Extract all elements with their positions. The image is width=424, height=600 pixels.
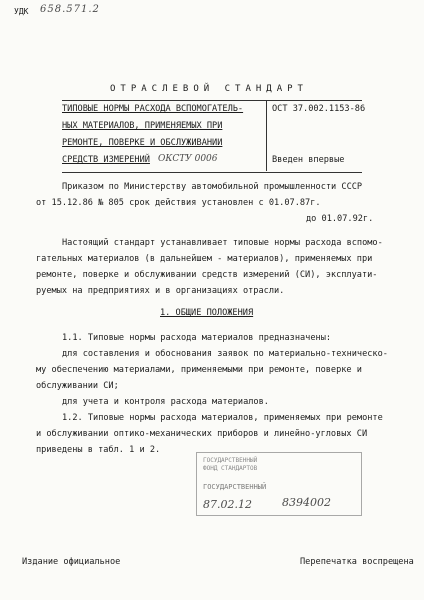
okp-code: ОКСТУ 0006 [158, 154, 218, 164]
title-line: РЕМОНТЕ, ПОВЕРКЕ И ОБСЛУЖИВАНИИ [62, 138, 223, 148]
header-column-separator [266, 101, 267, 171]
stamp-line: ГОСУДАРСТВЕННЫЙ [203, 457, 258, 464]
ost-number: ОСТ 37.002.1153-86 [272, 104, 366, 114]
order-line: от 15.12.86 № 805 срок действия установлен с 01.07.87г. [36, 198, 321, 208]
introduced-note: Введен впервые [272, 155, 345, 165]
header-rule-top [62, 100, 362, 101]
order-line: Приказом по Министерству автомобильной промышленности СССР [62, 182, 363, 192]
section-title: 1. ОБЩИЕ ПОЛОЖЕНИЯ [160, 308, 254, 318]
order-line: до 01.07.92г. [306, 214, 374, 224]
intro-line: гательных материалов (в дальнейшем - материалов), применяемых при [36, 254, 373, 264]
intro-line: руемых на предприятиях и в организациях отрасли. [36, 286, 285, 296]
header-rule-bottom [62, 172, 362, 173]
body-line: му обеспечению материалами, применяемыми при ремонте, поверке и [36, 365, 362, 375]
stamp-number: 8394002 [282, 496, 331, 509]
title-line: НЫХ МАТЕРИАЛОВ, ПРИМЕНЯЕМЫХ ПРИ [62, 121, 223, 131]
body-line: 1.1. Типовые нормы расхода материалов предназначены: [62, 333, 332, 343]
body-line: обслуживании СИ; [36, 381, 119, 391]
stamp-line: ГОСУДАРСТВЕННЫЙ [203, 483, 267, 491]
title-line: ТИПОВЫЕ НОРМЫ РАСХОДА ВСПОМОГАТЕЛЬ- [62, 104, 244, 114]
footer-reprint-prohibited: Перепечатка воспрещена [300, 557, 414, 567]
standard-header: ОТРАСЛЕВОЙ СТАНДАРТ [110, 84, 308, 94]
body-line: для составления и обоснования заявок по материально-техническо- [62, 349, 388, 359]
intro-line: ремонте, поверке и обслуживании средств измерений (СИ), эксплуати- [36, 270, 378, 280]
body-line: 1.2. Типовые нормы расхода материалов, применяемых при ремонте [62, 413, 383, 423]
intro-line: Настоящий стандарт устанавливает типовые нормы расхода вспомо- [62, 238, 383, 248]
body-line: и обслуживании оптико-механических приборов и линейно-угловых СИ [36, 429, 368, 439]
udk-number: 658.571.2 [40, 4, 100, 15]
body-line: приведены в табл. 1 и 2. [36, 445, 161, 455]
title-line: СРЕДСТВ ИЗМЕРЕНИЙ [62, 155, 150, 165]
stamp-date: 87.02.12 [203, 498, 252, 511]
footer-official-edition: Издание официальное [22, 557, 121, 567]
udk-label: УДК [14, 7, 29, 16]
stamp-line: ФОНД СТАНДАРТОВ [203, 465, 258, 472]
body-line: для учета и контроля расхода материалов. [62, 397, 269, 407]
